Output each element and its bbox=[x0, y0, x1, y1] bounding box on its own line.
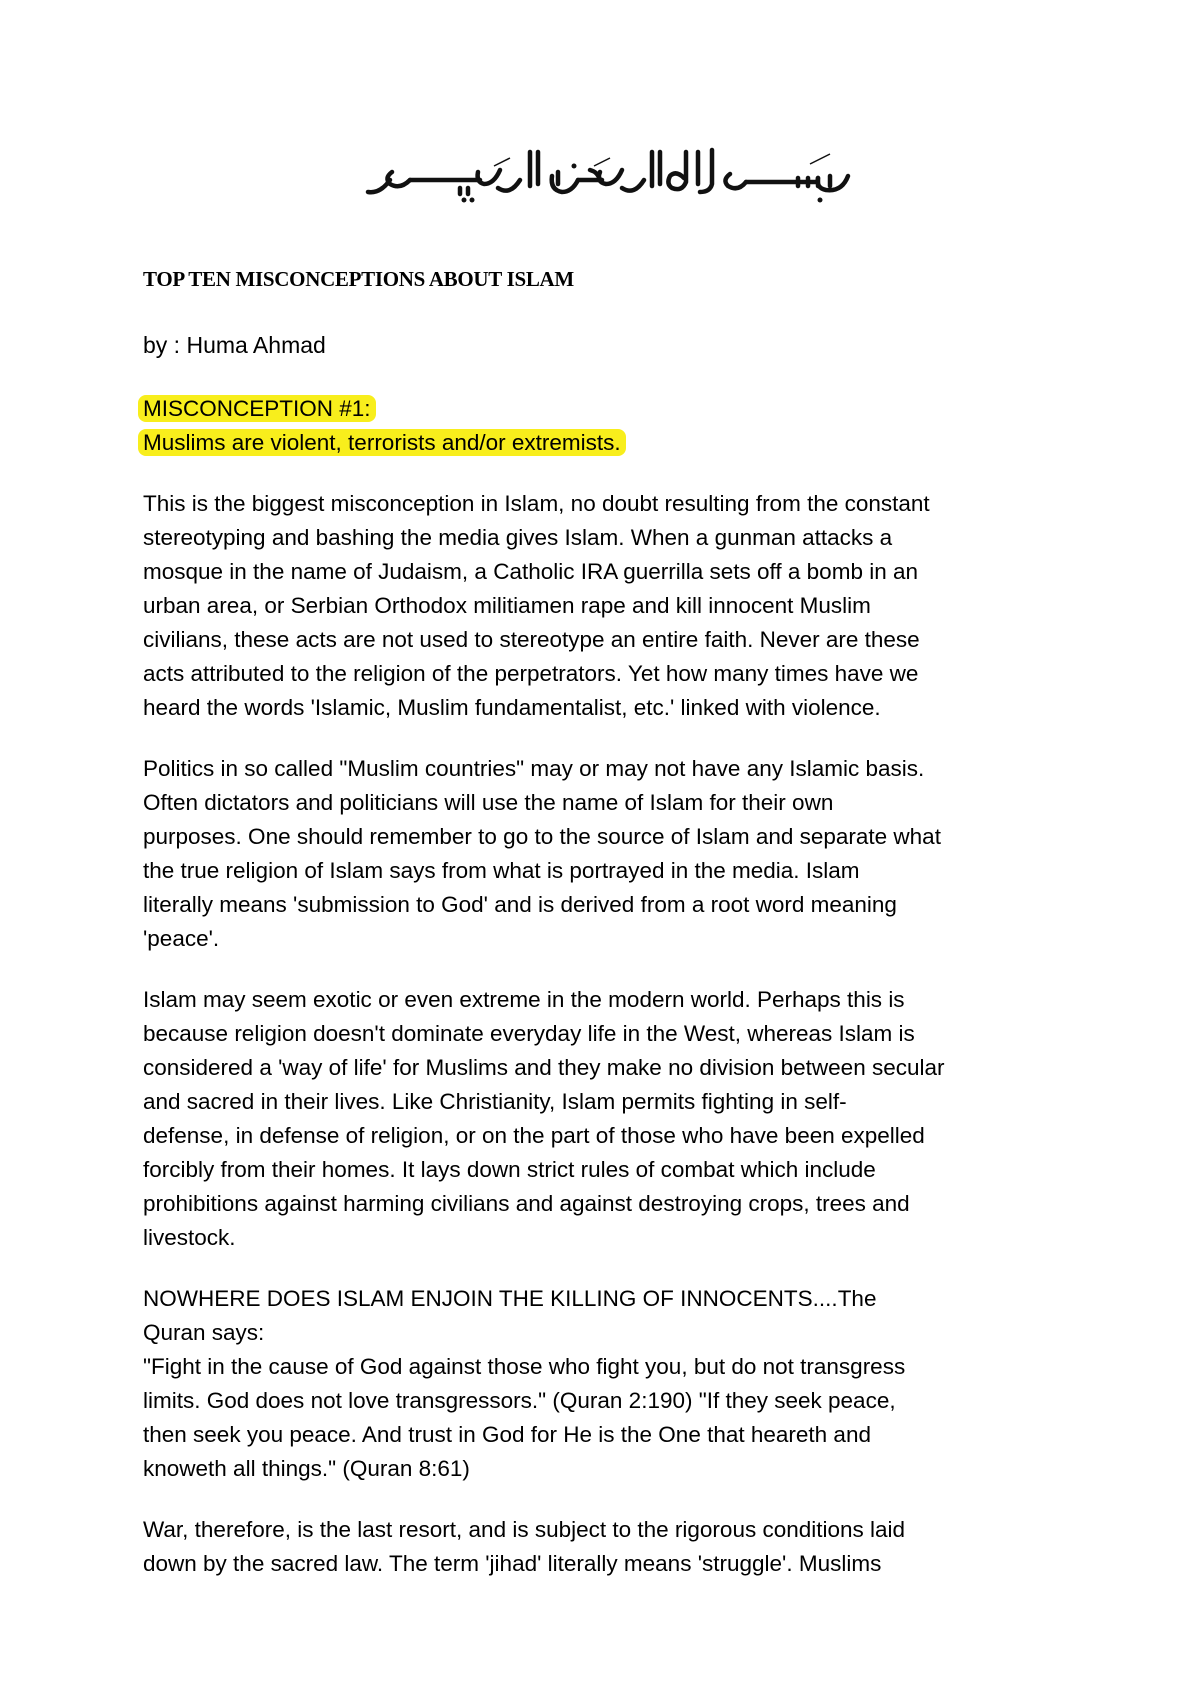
text-line: Often dictators and politicians will use the name of Islam for their own bbox=[143, 790, 834, 815]
text-line: because religion doesn't dominate everyday life in the West, whereas Islam is bbox=[143, 1021, 915, 1046]
text-line: defense, in defense of religion, or on the part of those who have been expelled bbox=[143, 1123, 925, 1148]
text-line: considered a 'way of life' for Muslims and they make no division between secular bbox=[143, 1055, 945, 1080]
text-line: down by the sacred law. The term 'jihad' literally means 'struggle'. Muslims bbox=[143, 1551, 882, 1576]
text-line: "Fight in the cause of God against those who fight you, but do not transgress bbox=[143, 1354, 906, 1379]
text-line: urban area, or Serbian Orthodox militiamen rape and kill innocent Muslim bbox=[143, 593, 871, 618]
text-line: and sacred in their lives. Like Christianity, Islam permits fighting in self- bbox=[143, 1089, 847, 1114]
text-line: stereotyping and bashing the media gives Islam. When a gunman attacks a bbox=[143, 525, 893, 550]
paragraph bbox=[143, 752, 1063, 956]
text-line: Quran says: bbox=[143, 1320, 265, 1345]
text-line: acts attributed to the religion of the perpetrators. Yet how many times have we bbox=[143, 661, 919, 686]
text-line: This is the biggest misconception in Islam, no doubt resulting from the constant bbox=[143, 491, 930, 516]
author-byline: by : Huma Ahmad bbox=[143, 332, 326, 358]
text-line: then seek you peace. And trust in God for He is the One that heareth and bbox=[143, 1422, 871, 1447]
basmala-calligraphy bbox=[360, 140, 856, 210]
text-line: prohibitions against harming civilians and against destroying crops, trees and bbox=[143, 1191, 910, 1216]
text-line: livestock. bbox=[143, 1225, 236, 1250]
text-line: the true religion of Islam says from what is portrayed in the media. Islam bbox=[143, 858, 860, 883]
paragraph bbox=[143, 1282, 1063, 1486]
document-body bbox=[143, 392, 1063, 1608]
text-line: NOWHERE DOES ISLAM ENJOIN THE KILLING OF INNOCENTS....The bbox=[143, 1286, 877, 1311]
document-title: TOP TEN MISCONCEPTIONS ABOUT ISLAM bbox=[143, 267, 574, 291]
text-line: knoweth all things." (Quran 8:61) bbox=[143, 1456, 470, 1481]
misconception-block bbox=[143, 392, 1063, 460]
text-line: forcibly from their homes. It lays down strict rules of combat which include bbox=[143, 1157, 876, 1182]
text-line: literally means 'submission to God' and is derived from a root word meaning bbox=[143, 892, 897, 917]
text-line: 'peace'. bbox=[143, 926, 220, 951]
misconception-statement: Muslims are violent, terrorists and/or extremists. bbox=[138, 429, 626, 456]
text-line: Islam may seem exotic or even extreme in the modern world. Perhaps this is bbox=[143, 987, 905, 1012]
paragraph bbox=[143, 983, 1063, 1255]
text-line: heard the words 'Islamic, Muslim fundamentalist, etc.' linked with violence. bbox=[143, 695, 881, 720]
text-line: civilians, these acts are not used to stereotype an entire faith. Never are these bbox=[143, 627, 920, 652]
paragraph bbox=[143, 487, 1063, 725]
text-line: War, therefore, is the last resort, and is subject to the rigorous conditions laid bbox=[143, 1517, 906, 1542]
misconception-heading: MISCONCEPTION #1: bbox=[138, 395, 376, 422]
text-line: purposes. One should remember to go to the source of Islam and separate what bbox=[143, 824, 941, 849]
paragraph bbox=[143, 1513, 1063, 1581]
text-line: limits. God does not love transgressors." (Quran 2:190) "If they seek peace, bbox=[143, 1388, 896, 1413]
text-line: Politics in so called "Muslim countries" may or may not have any Islamic basis. bbox=[143, 756, 925, 781]
paragraphs bbox=[143, 487, 1063, 1581]
text-line: mosque in the name of Judaism, a Catholic IRA guerrilla sets off a bomb in an bbox=[143, 559, 918, 584]
